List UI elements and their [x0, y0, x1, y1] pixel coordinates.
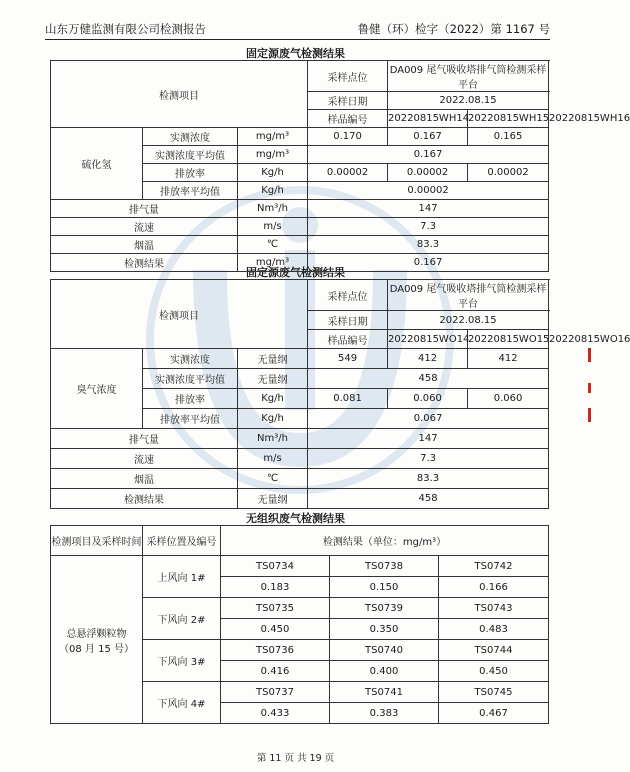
value-cell: 458 — [308, 489, 549, 509]
row-unit: 无量纲 — [238, 349, 308, 369]
page-number: 第 11 页 共 19 页 — [256, 753, 335, 764]
row-label: 实测浓度平均值 — [143, 146, 238, 164]
date-label: 采样日期 — [308, 92, 388, 110]
value-cell: 7.3 — [308, 449, 549, 469]
sample-code: TS0735 — [221, 598, 330, 619]
sample-code: TS0736 — [221, 640, 330, 661]
sample-code: TS0743 — [439, 598, 549, 619]
row-label: 排放率 — [143, 389, 238, 409]
value-cell: 0.067 — [308, 409, 549, 429]
row-label: 排放率平均值 — [143, 182, 238, 200]
point-value: DA009 尾气吸收塔排气筒检测采样平台 — [388, 280, 549, 311]
row-label: 排气量 — [51, 429, 238, 449]
table1-title: 固定源废气检测结果 — [246, 47, 345, 60]
row-unit: m/s — [238, 449, 308, 469]
row-unit: Kg/h — [238, 389, 308, 409]
sample-code: TS0739 — [330, 598, 439, 619]
sample-label: 样品编号 — [308, 110, 388, 128]
value-cell: 0.483 — [439, 619, 549, 640]
sample-code: TS0744 — [439, 640, 549, 661]
col-header-result: 检测结果（单位：mg/m³） — [221, 526, 549, 556]
sample-id: 20220815WO15 — [468, 330, 549, 349]
value-cell: 147 — [308, 429, 549, 449]
value-cell: 412 — [388, 349, 468, 369]
value-cell: 0.167 — [388, 128, 468, 146]
edge-mark — [588, 408, 591, 422]
row-label: 实测浓度 — [143, 128, 238, 146]
row-label: 烟温 — [51, 469, 238, 489]
row-label: 排放率 — [143, 164, 238, 182]
row-unit: ℃ — [238, 469, 308, 489]
value-cell: 0.00002 — [388, 164, 468, 182]
value-cell: 0.060 — [388, 389, 468, 409]
value-cell: 83.3 — [308, 469, 549, 489]
value-cell: 83.3 — [308, 236, 549, 254]
sample-code: TS0740 — [330, 640, 439, 661]
row-label: 实测浓度平均值 — [143, 369, 238, 389]
pollutant-name: 硫化氢 — [51, 128, 143, 200]
row-unit: mg/m³ — [238, 128, 308, 146]
value-cell: 0.081 — [308, 389, 388, 409]
value-cell: 549 — [308, 349, 388, 369]
point-label: 采样点位 — [308, 280, 388, 311]
item-cell — [51, 556, 143, 724]
item-header: 检测项目 — [51, 61, 308, 128]
sample-code: TS0734 — [221, 556, 330, 577]
value-cell: 458 — [308, 369, 549, 389]
point-label: 采样点位 — [308, 61, 388, 92]
date-value: 2022.08.15 — [388, 311, 549, 330]
position-name: 下风向 3# — [143, 640, 221, 682]
row-unit: Nm³/h — [238, 200, 308, 218]
item-date: （08 月 15 号） — [59, 643, 134, 655]
value-cell: 0.450 — [439, 661, 549, 682]
report-number: 鲁健（环）检字（2022）第 1167 号 — [357, 22, 550, 36]
page-header — [45, 17, 550, 40]
row-unit: 无量纲 — [238, 489, 308, 509]
value-cell: 0.450 — [221, 619, 330, 640]
sample-id: 20220815WH15 — [468, 110, 549, 128]
table2: 检测项目 采样点位 DA009 尾气吸收塔排气筒检测采样平台 采样日期 2022.08.15 样品编号 20220815WO14 20220815WO15 20220815WO16 臭气浓度 实测浓度 无量纲 549 412 412 实测浓度平均值 无量纲 458 排放率 Kg/h 0.081 0.060 0.060 排放率平均值 Kg/h 0.067 排气量 Nm³/h 147 流速 m/s 7.3 烟温 ℃ 83.3 检测结果 无量纲 458 — [50, 279, 549, 509]
row-label: 流速 — [51, 449, 238, 469]
row-unit: Kg/h — [238, 182, 308, 200]
value-cell: 0.183 — [221, 577, 330, 598]
row-unit: m/s — [238, 218, 308, 236]
row-unit: ℃ — [238, 236, 308, 254]
col-header-position: 采样位置及编号 — [143, 526, 221, 556]
table3-title: 无组织废气检测结果 — [246, 512, 345, 525]
item-header: 检测项目 — [51, 280, 308, 349]
date-label: 采样日期 — [308, 311, 388, 330]
value-cell: 0.383 — [330, 703, 439, 724]
value-cell: 0.150 — [330, 577, 439, 598]
row-label: 排放率平均值 — [143, 409, 238, 429]
point-value: DA009 尾气吸收塔排气筒检测采样平台 — [388, 61, 549, 92]
row-unit: mg/m³ — [238, 254, 308, 272]
sample-code: TS0738 — [330, 556, 439, 577]
table2-title: 固定源废气检测结果 — [246, 266, 345, 279]
table3 — [50, 525, 549, 724]
pollutant-name: 臭气浓度 — [51, 349, 143, 429]
value-cell: 0.416 — [221, 661, 330, 682]
sample-code: TS0741 — [330, 682, 439, 703]
row-label: 排气量 — [51, 200, 238, 218]
row-label: 检测结果 — [51, 489, 238, 509]
value-cell: 0.400 — [330, 661, 439, 682]
value-cell: 0.167 — [308, 254, 549, 272]
value-cell: 0.165 — [468, 128, 549, 146]
value-cell: 0.00002 — [468, 164, 549, 182]
sample-code: TS0745 — [439, 682, 549, 703]
table1: 检测项目 采样点位 DA009 尾气吸收塔排气筒检测采样平台 采样日期 2022.08.15 样品编号 20220815WH14 20220815WH15 20220815WH16 硫化氢 实测浓度 mg/m³ 0.170 0.167 0.165 实测浓度平均值 mg/m³ 0.167 排放率 Kg/h 0.00002 0.00002 0.00002 排放率平均值 Kg/h 0.00002 排气量 Nm³/h 147 流速 m/s 7.3 烟温 ℃ 83.3 检测结果 mg/m³ 0.167 — [50, 60, 549, 272]
position-name: 上风向 1# — [143, 556, 221, 598]
value-cell: 0.060 — [468, 389, 549, 409]
value-cell: 0.433 — [221, 703, 330, 724]
value-cell: 7.3 — [308, 218, 549, 236]
row-unit: mg/m³ — [238, 146, 308, 164]
sample-id: 20220815WO14 — [388, 330, 468, 349]
row-unit: Kg/h — [238, 409, 308, 429]
edge-mark — [588, 348, 591, 362]
sample-id: 20220815WH14 — [388, 110, 468, 128]
position-name: 下风向 2# — [143, 598, 221, 640]
row-label: 流速 — [51, 218, 238, 236]
company-name: 山东万健监测有限公司检测报告 — [45, 22, 206, 36]
value-cell: 147 — [308, 200, 549, 218]
row-unit: Nm³/h — [238, 429, 308, 449]
value-cell: 0.170 — [308, 128, 388, 146]
col-header-item: 检测项目及采样时间 — [51, 526, 143, 556]
row-unit: Kg/h — [238, 164, 308, 182]
value-cell: 0.00002 — [308, 182, 549, 200]
row-unit: 无量纲 — [238, 369, 308, 389]
sample-label: 样品编号 — [308, 330, 388, 349]
row-label: 检测结果 — [51, 254, 238, 272]
value-cell: 0.350 — [330, 619, 439, 640]
value-cell: 0.00002 — [308, 164, 388, 182]
date-value: 2022.08.15 — [388, 92, 549, 110]
edge-mark — [588, 383, 591, 393]
row-label: 实测浓度 — [143, 349, 238, 369]
sample-code: TS0742 — [439, 556, 549, 577]
value-cell: 0.166 — [439, 577, 549, 598]
value-cell: 0.467 — [439, 703, 549, 724]
value-cell: 0.167 — [308, 146, 549, 164]
value-cell: 412 — [468, 349, 549, 369]
row-label: 烟温 — [51, 236, 238, 254]
position-name: 下风向 4# — [143, 682, 221, 724]
item-name: 总悬浮颗粒物 — [66, 628, 127, 640]
sample-code: TS0737 — [221, 682, 330, 703]
